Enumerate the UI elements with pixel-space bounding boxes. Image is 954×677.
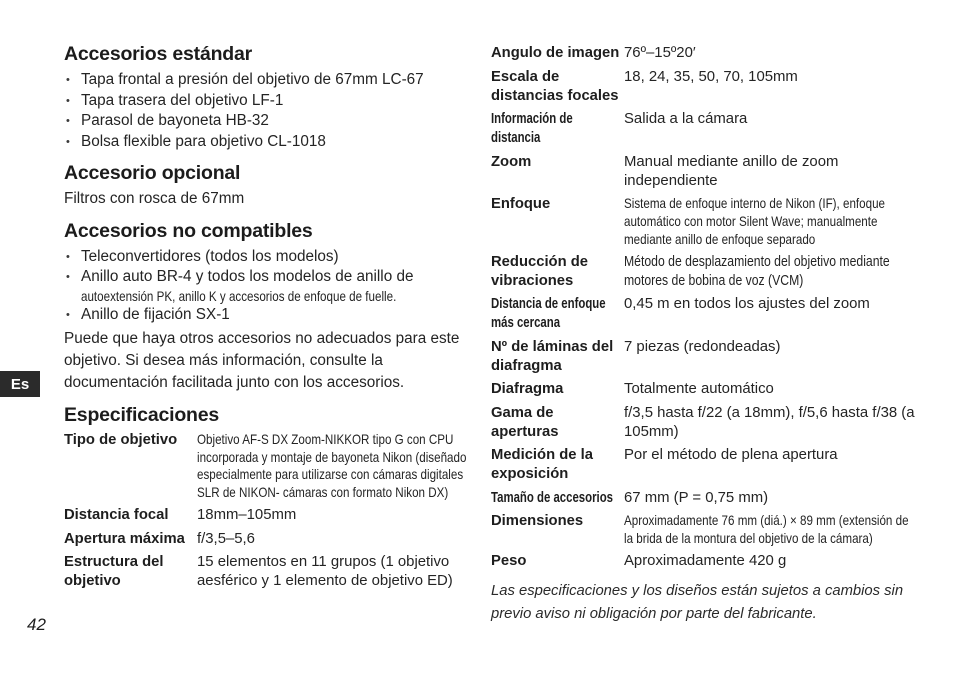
- section-heading: Accesorios estándar: [64, 43, 253, 65]
- spec-row: [64, 553, 480, 591]
- page-number: 42: [27, 615, 46, 634]
- spec-row: [491, 512, 915, 548]
- list-item-line1: Anillo auto BR-4 y todos los modelos de anillo de: [81, 268, 414, 285]
- spec-row: [491, 338, 915, 376]
- spec-value: [624, 195, 915, 248]
- bullet-icon: •: [66, 309, 70, 322]
- spec-label-text: Peso: [491, 553, 527, 570]
- spec-label-text: Apertura máxima: [64, 530, 185, 547]
- spec-label: [491, 552, 624, 571]
- spec-label-text: Dimensiones: [491, 513, 584, 530]
- spec-value-text: Sistema de enfoque interno de Nikon (IF), enfoque automático con motor Silent Wave; manualmente mediante anillo de enfoque separado: [624, 196, 886, 247]
- spec-value-text: 7 piezas (redondeadas): [624, 338, 781, 355]
- spec-value-text: Por el método de plena apertura: [624, 447, 838, 464]
- spec-label-text: Información de distancia: [491, 111, 573, 146]
- spec-row: [64, 530, 480, 549]
- spec-label-text: Angulo de imagen: [491, 45, 620, 61]
- spec-label-text: Distancia de enfoque más cercana: [491, 296, 606, 332]
- spec-row: [491, 110, 915, 148]
- spec-value-text: Manual mediante anillo de zoom independiente: [624, 153, 839, 189]
- spec-value: [197, 431, 480, 502]
- list-item: [64, 111, 480, 132]
- note-paragraph: Puede que haya otros accesorios no adecuados para este objetivo. Si desea más información, consulte la documentación facilitada junto con los accesorios.: [64, 329, 460, 391]
- list-item-line2: autoextensión PK, anillo K y accesorios de enfoque de fuelle.: [81, 288, 397, 304]
- right-column: [491, 42, 915, 626]
- spec-value-text: Método de desplazamiento del objetivo mediante motores de bobina de voz (VCM): [624, 253, 890, 289]
- spec-value: [624, 153, 915, 191]
- list-item: [64, 305, 480, 326]
- spec-value-text: 0,45 m en todos los ajustes del zoom: [624, 296, 870, 313]
- language-badge: Es: [0, 371, 40, 397]
- spec-row: [491, 446, 915, 484]
- spec-value-text: Objetivo AF-S DX Zoom-NIKKOR tipo G con CPU incorporada y montaje de bayoneta Nikon (diseñado especialmente para utilizarse con cámaras digitales SLR de NIKON- cámaras con formato Nikon DX): [197, 431, 467, 501]
- spec-value-text: 67 mm (P = 0,75 mm): [624, 489, 769, 506]
- spec-table-left: [64, 431, 480, 592]
- spec-label: [491, 44, 624, 63]
- spec-value-text: 76º–15º20′: [624, 45, 696, 61]
- spec-value: [624, 512, 915, 548]
- list-item-text: Anillo de fijación SX-1: [81, 306, 230, 324]
- spec-row: [491, 68, 915, 106]
- spec-value: [624, 489, 915, 508]
- bullet-list: [64, 70, 480, 152]
- bullet-icon: •: [66, 74, 70, 86]
- spec-row: [491, 153, 915, 191]
- section-heading: Accesorios no compatibles: [64, 219, 313, 242]
- spec-label: [64, 506, 197, 525]
- spec-value-text: f/3,5–5,6: [197, 530, 255, 547]
- list-item-text: Tapa frontal a presión del objetivo de 67mm LC-67: [81, 71, 424, 88]
- section-heading: Especificaciones: [64, 403, 220, 426]
- spec-value-text: Aproximadamente 76 mm (diá.) × 89 mm (extensión de la brida de la montura del objetivo de la cámara): [624, 513, 909, 547]
- bullet-list: [64, 247, 480, 326]
- list-item-text: [81, 267, 480, 305]
- spec-label: [491, 253, 624, 291]
- spec-label: [64, 431, 197, 502]
- spec-row: [491, 404, 915, 442]
- spec-label-text: Tamaño de accesorios: [491, 489, 614, 506]
- spec-value: [624, 44, 915, 63]
- spec-label: [491, 380, 624, 399]
- spec-label-text: Distancia focal: [64, 507, 169, 524]
- spec-row: [491, 295, 915, 333]
- list-item: [64, 267, 480, 305]
- bullet-icon: •: [66, 94, 70, 107]
- spec-label-text: Medición de la exposición: [491, 447, 593, 483]
- spec-value: [197, 506, 480, 525]
- list-item: [64, 247, 480, 268]
- spec-label: [491, 512, 624, 548]
- spec-label: [491, 404, 624, 442]
- spec-row: [491, 44, 915, 63]
- spec-row: [491, 552, 915, 571]
- spec-label: [491, 338, 624, 376]
- spec-label: [64, 553, 197, 591]
- spec-value-text: Totalmente automático: [624, 381, 774, 398]
- spec-row: [64, 506, 480, 525]
- bullet-icon: •: [66, 115, 70, 127]
- spec-label: [491, 446, 624, 484]
- bullet-icon: •: [66, 135, 70, 148]
- spec-row: [491, 489, 915, 508]
- left-column: [64, 42, 480, 600]
- list-item-text: Tapa trasera del objetivo LF-1: [81, 91, 284, 109]
- spec-value: [197, 553, 480, 591]
- spec-value: [624, 253, 915, 291]
- spec-label: [64, 530, 197, 549]
- section-heading: Accesorio opcional: [64, 162, 241, 184]
- spec-value-text: Salida a la cámara: [624, 111, 748, 127]
- spec-value: [197, 530, 480, 549]
- spec-value: [624, 552, 915, 571]
- list-item-text: Bolsa flexible para objetivo CL-1018: [81, 132, 326, 150]
- spec-label-text: Nº de láminas del diafragma: [491, 338, 614, 374]
- spec-value: [624, 404, 915, 442]
- spec-value: [624, 68, 915, 106]
- spec-label-text: Tipo de objetivo: [64, 431, 178, 448]
- spec-label: [491, 489, 624, 508]
- spec-label: [491, 195, 624, 248]
- section-incompatible-accessories: [64, 219, 480, 394]
- spec-value: [624, 380, 915, 399]
- spec-label-text: Zoom: [491, 153, 532, 170]
- spec-value: [624, 446, 915, 484]
- spec-row: [491, 195, 915, 248]
- spec-row: [491, 253, 915, 291]
- list-item: [64, 132, 480, 153]
- bullet-icon: •: [66, 250, 70, 263]
- spec-label: [491, 153, 624, 191]
- spec-value-text: 18mm–105mm: [197, 507, 297, 524]
- spec-table-right: [491, 44, 915, 571]
- section-body: Filtros con rosca de 67mm: [64, 190, 245, 207]
- list-item: [64, 91, 480, 112]
- spec-value: [624, 110, 915, 148]
- list-item: [64, 70, 480, 91]
- spec-label: [491, 68, 624, 106]
- spec-row: [64, 431, 480, 502]
- section-optional-accessory: [64, 161, 480, 210]
- spec-value-text: f/3,5 hasta f/22 (a 18mm), f/5,6 hasta f/38 (a 105mm): [624, 404, 915, 440]
- spec-row: [491, 380, 915, 399]
- list-item-text: Teleconvertidores (todos los modelos): [81, 247, 339, 265]
- list-item-text: Parasol de bayoneta HB-32: [81, 112, 269, 129]
- bullet-icon: •: [66, 271, 70, 283]
- spec-label-text: Estructura del objetivo: [64, 554, 164, 590]
- spec-value: [624, 295, 915, 333]
- spec-label-text: Reducción de vibraciones: [491, 253, 589, 289]
- spec-label-text: Diafragma: [491, 381, 564, 398]
- spec-label-text: Enfoque: [491, 196, 551, 212]
- spec-value-text: 18, 24, 35, 50, 70, 105mm: [624, 68, 798, 85]
- specs-disclaimer: Las especificaciones y los diseños están sujetos a cambios sin previo aviso ni obligación por parte del fabricante.: [491, 583, 904, 623]
- spec-label: [491, 295, 624, 333]
- spec-label-text: Escala de distancias focales: [491, 68, 619, 104]
- spec-label: [491, 110, 624, 148]
- spec-label-text: Gama de aperturas: [491, 404, 559, 440]
- spec-value-text: 15 elementos en 11 grupos (1 objetivo aesférico y 1 elemento de objetivo ED): [197, 554, 453, 590]
- section-specifications: [64, 403, 480, 592]
- spec-value-text: Aproximadamente 420 g: [624, 553, 787, 570]
- section-standard-accessories: [64, 42, 480, 152]
- spec-value: [624, 338, 915, 376]
